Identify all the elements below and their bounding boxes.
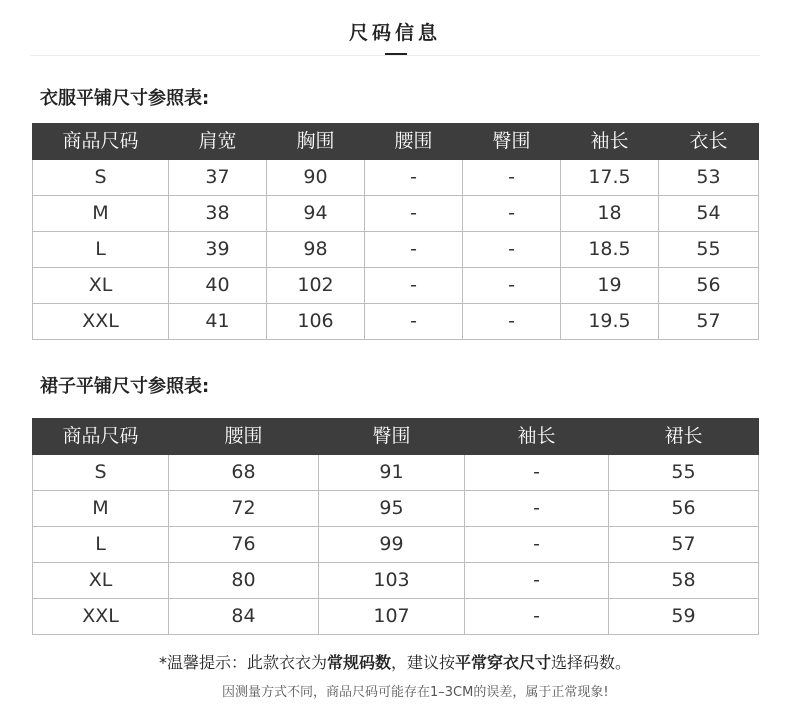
column-header: 袖长 xyxy=(465,419,609,455)
table-row xyxy=(33,527,759,563)
value-cell: 19 xyxy=(561,268,659,304)
value-cell: - xyxy=(365,232,463,268)
size-cell: S xyxy=(33,455,169,491)
divider xyxy=(30,55,760,56)
value-cell: - xyxy=(365,160,463,196)
notice-emphasis-2: 平常穿衣尺寸 xyxy=(455,653,552,672)
value-cell: 76 xyxy=(169,527,319,563)
value-cell: 17.5 xyxy=(561,160,659,196)
column-header: 裙长 xyxy=(609,419,759,455)
column-header: 商品尺码 xyxy=(33,419,169,455)
notice-emphasis-1: 常规码数 xyxy=(326,653,391,672)
value-cell: 94 xyxy=(267,196,365,232)
notice-prefix: *温馨提示：此款衣衣为 xyxy=(158,653,327,672)
value-cell: - xyxy=(465,527,609,563)
table-row xyxy=(33,599,759,635)
value-cell: 38 xyxy=(169,196,267,232)
value-cell: - xyxy=(465,563,609,599)
value-cell: 106 xyxy=(267,304,365,340)
value-cell: 99 xyxy=(319,527,465,563)
size-cell: M xyxy=(33,196,169,232)
value-cell: 90 xyxy=(267,160,365,196)
value-cell: 57 xyxy=(659,304,759,340)
column-header: 腰围 xyxy=(365,124,463,160)
column-header: 腰围 xyxy=(169,419,319,455)
value-cell: 37 xyxy=(169,160,267,196)
value-cell: 55 xyxy=(609,455,759,491)
size-cell: S xyxy=(33,160,169,196)
bottom-size-table xyxy=(32,418,759,635)
column-header: 商品尺码 xyxy=(33,124,169,160)
page-title: 尺码信息 xyxy=(348,22,441,44)
size-cell: XXL xyxy=(33,304,169,340)
size-cell: L xyxy=(33,232,169,268)
value-cell: 53 xyxy=(659,160,759,196)
table-row xyxy=(33,196,759,232)
value-cell: 95 xyxy=(319,491,465,527)
value-cell: 18 xyxy=(561,196,659,232)
value-cell: 102 xyxy=(267,268,365,304)
table-row xyxy=(33,304,759,340)
table-row xyxy=(33,455,759,491)
value-cell: 80 xyxy=(169,563,319,599)
column-header: 肩宽 xyxy=(169,124,267,160)
table-header-row xyxy=(33,124,759,160)
notice-middle: ，建议按 xyxy=(390,653,455,672)
value-cell: - xyxy=(465,599,609,635)
notice-suffix: 选择码数。 xyxy=(551,653,632,672)
table-row xyxy=(33,160,759,196)
size-cell: M xyxy=(33,491,169,527)
value-cell: - xyxy=(465,455,609,491)
value-cell: 91 xyxy=(319,455,465,491)
value-cell: 40 xyxy=(169,268,267,304)
value-cell: 58 xyxy=(609,563,759,599)
size-cell: XXL xyxy=(33,599,169,635)
table-row xyxy=(33,563,759,599)
column-header: 臀围 xyxy=(319,419,465,455)
value-cell: - xyxy=(463,196,561,232)
size-notice xyxy=(0,650,790,673)
column-header: 袖长 xyxy=(561,124,659,160)
value-cell: 55 xyxy=(659,232,759,268)
value-cell: - xyxy=(463,268,561,304)
value-cell: 39 xyxy=(169,232,267,268)
column-header: 衣长 xyxy=(659,124,759,160)
top-size-table xyxy=(32,123,759,340)
size-cell: L xyxy=(33,527,169,563)
value-cell: - xyxy=(465,491,609,527)
value-cell: - xyxy=(463,304,561,340)
value-cell: - xyxy=(365,304,463,340)
value-cell: 103 xyxy=(319,563,465,599)
top-section-title: 衣服平铺尺寸参照表: xyxy=(40,88,210,109)
measurement-note: 因测量方式不同，商品尺码可能存在1–3CM的误差，属于正常现象! xyxy=(222,685,609,700)
value-cell: 56 xyxy=(659,268,759,304)
size-cell: XL xyxy=(33,268,169,304)
table-header-row xyxy=(33,419,759,455)
value-cell: 98 xyxy=(267,232,365,268)
value-cell: 41 xyxy=(169,304,267,340)
value-cell: 68 xyxy=(169,455,319,491)
value-cell: 56 xyxy=(609,491,759,527)
table-row xyxy=(33,491,759,527)
size-cell: XL xyxy=(33,563,169,599)
table-row xyxy=(33,268,759,304)
column-header: 臀围 xyxy=(463,124,561,160)
value-cell: 59 xyxy=(609,599,759,635)
value-cell: - xyxy=(463,232,561,268)
value-cell: 84 xyxy=(169,599,319,635)
value-cell: 107 xyxy=(319,599,465,635)
value-cell: 57 xyxy=(609,527,759,563)
value-cell: 18.5 xyxy=(561,232,659,268)
value-cell: 54 xyxy=(659,196,759,232)
value-cell: - xyxy=(463,160,561,196)
bottom-section-title: 裙子平铺尺寸参照表: xyxy=(40,376,210,397)
value-cell: - xyxy=(365,196,463,232)
value-cell: 72 xyxy=(169,491,319,527)
table-row xyxy=(33,232,759,268)
value-cell: - xyxy=(365,268,463,304)
value-cell: 19.5 xyxy=(561,304,659,340)
column-header: 胸围 xyxy=(267,124,365,160)
